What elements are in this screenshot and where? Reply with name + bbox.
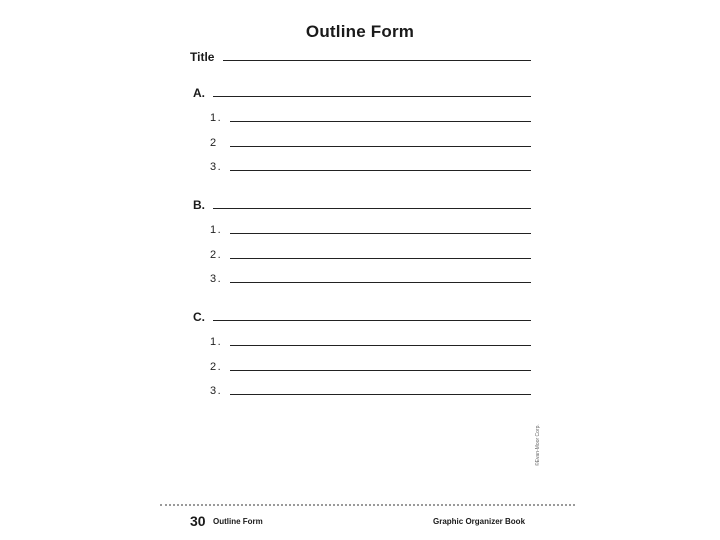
section-b-item-2 — [210, 248, 533, 268]
section-label: B. — [193, 198, 205, 212]
item-number: 1. — [210, 224, 223, 236]
section-b-item-3-line[interactable] — [230, 282, 531, 283]
section-label: C. — [193, 310, 205, 324]
section-c-item-1-line[interactable] — [230, 345, 531, 346]
item-number: 2 — [210, 137, 218, 149]
section-c-line[interactable] — [213, 320, 531, 321]
item-number: 3. — [210, 385, 223, 397]
section-b-item-1 — [210, 223, 533, 243]
section-a-heading — [193, 86, 533, 106]
section-c-item-2-line[interactable] — [230, 370, 531, 371]
title-label: Title — [190, 50, 215, 64]
section-b-item-2-line[interactable] — [230, 258, 531, 259]
item-number: 3. — [210, 161, 223, 173]
item-number: 1. — [210, 336, 223, 348]
page-title: Outline Form — [305, 22, 415, 41]
section-b-line[interactable] — [213, 208, 531, 209]
section-b-item-3 — [210, 272, 533, 292]
section-a-item-1-line[interactable] — [230, 121, 531, 122]
footer-page-number: 30 — [190, 513, 206, 529]
footer-divider — [160, 504, 575, 506]
section-c-heading — [193, 310, 533, 330]
section-a-item-3-line[interactable] — [230, 170, 531, 171]
section-a-item-3 — [210, 160, 533, 180]
item-number: 1. — [210, 112, 223, 124]
copyright-notice: ©Evan-Moor Corp. — [535, 424, 541, 466]
section-label: A. — [193, 86, 205, 100]
section-b-item-1-line[interactable] — [230, 233, 531, 234]
section-c-item-3 — [210, 384, 533, 404]
footer-right-text: Graphic Organizer Book — [433, 517, 526, 526]
section-c-item-2 — [210, 360, 533, 380]
section-a-line[interactable] — [213, 96, 531, 97]
section-c-item-3-line[interactable] — [230, 394, 531, 395]
section-b-heading — [193, 198, 533, 218]
item-number: 2. — [210, 361, 223, 373]
section-c-item-1 — [210, 335, 533, 355]
item-number: 2. — [210, 249, 223, 261]
footer-left-text: Outline Form — [213, 517, 263, 526]
title-line[interactable] — [223, 60, 531, 61]
section-a-item-2-line[interactable] — [230, 146, 531, 147]
section-a-item-2 — [210, 136, 533, 156]
section-a-item-1 — [210, 111, 533, 131]
item-number: 3. — [210, 273, 223, 285]
title-row — [190, 50, 535, 70]
